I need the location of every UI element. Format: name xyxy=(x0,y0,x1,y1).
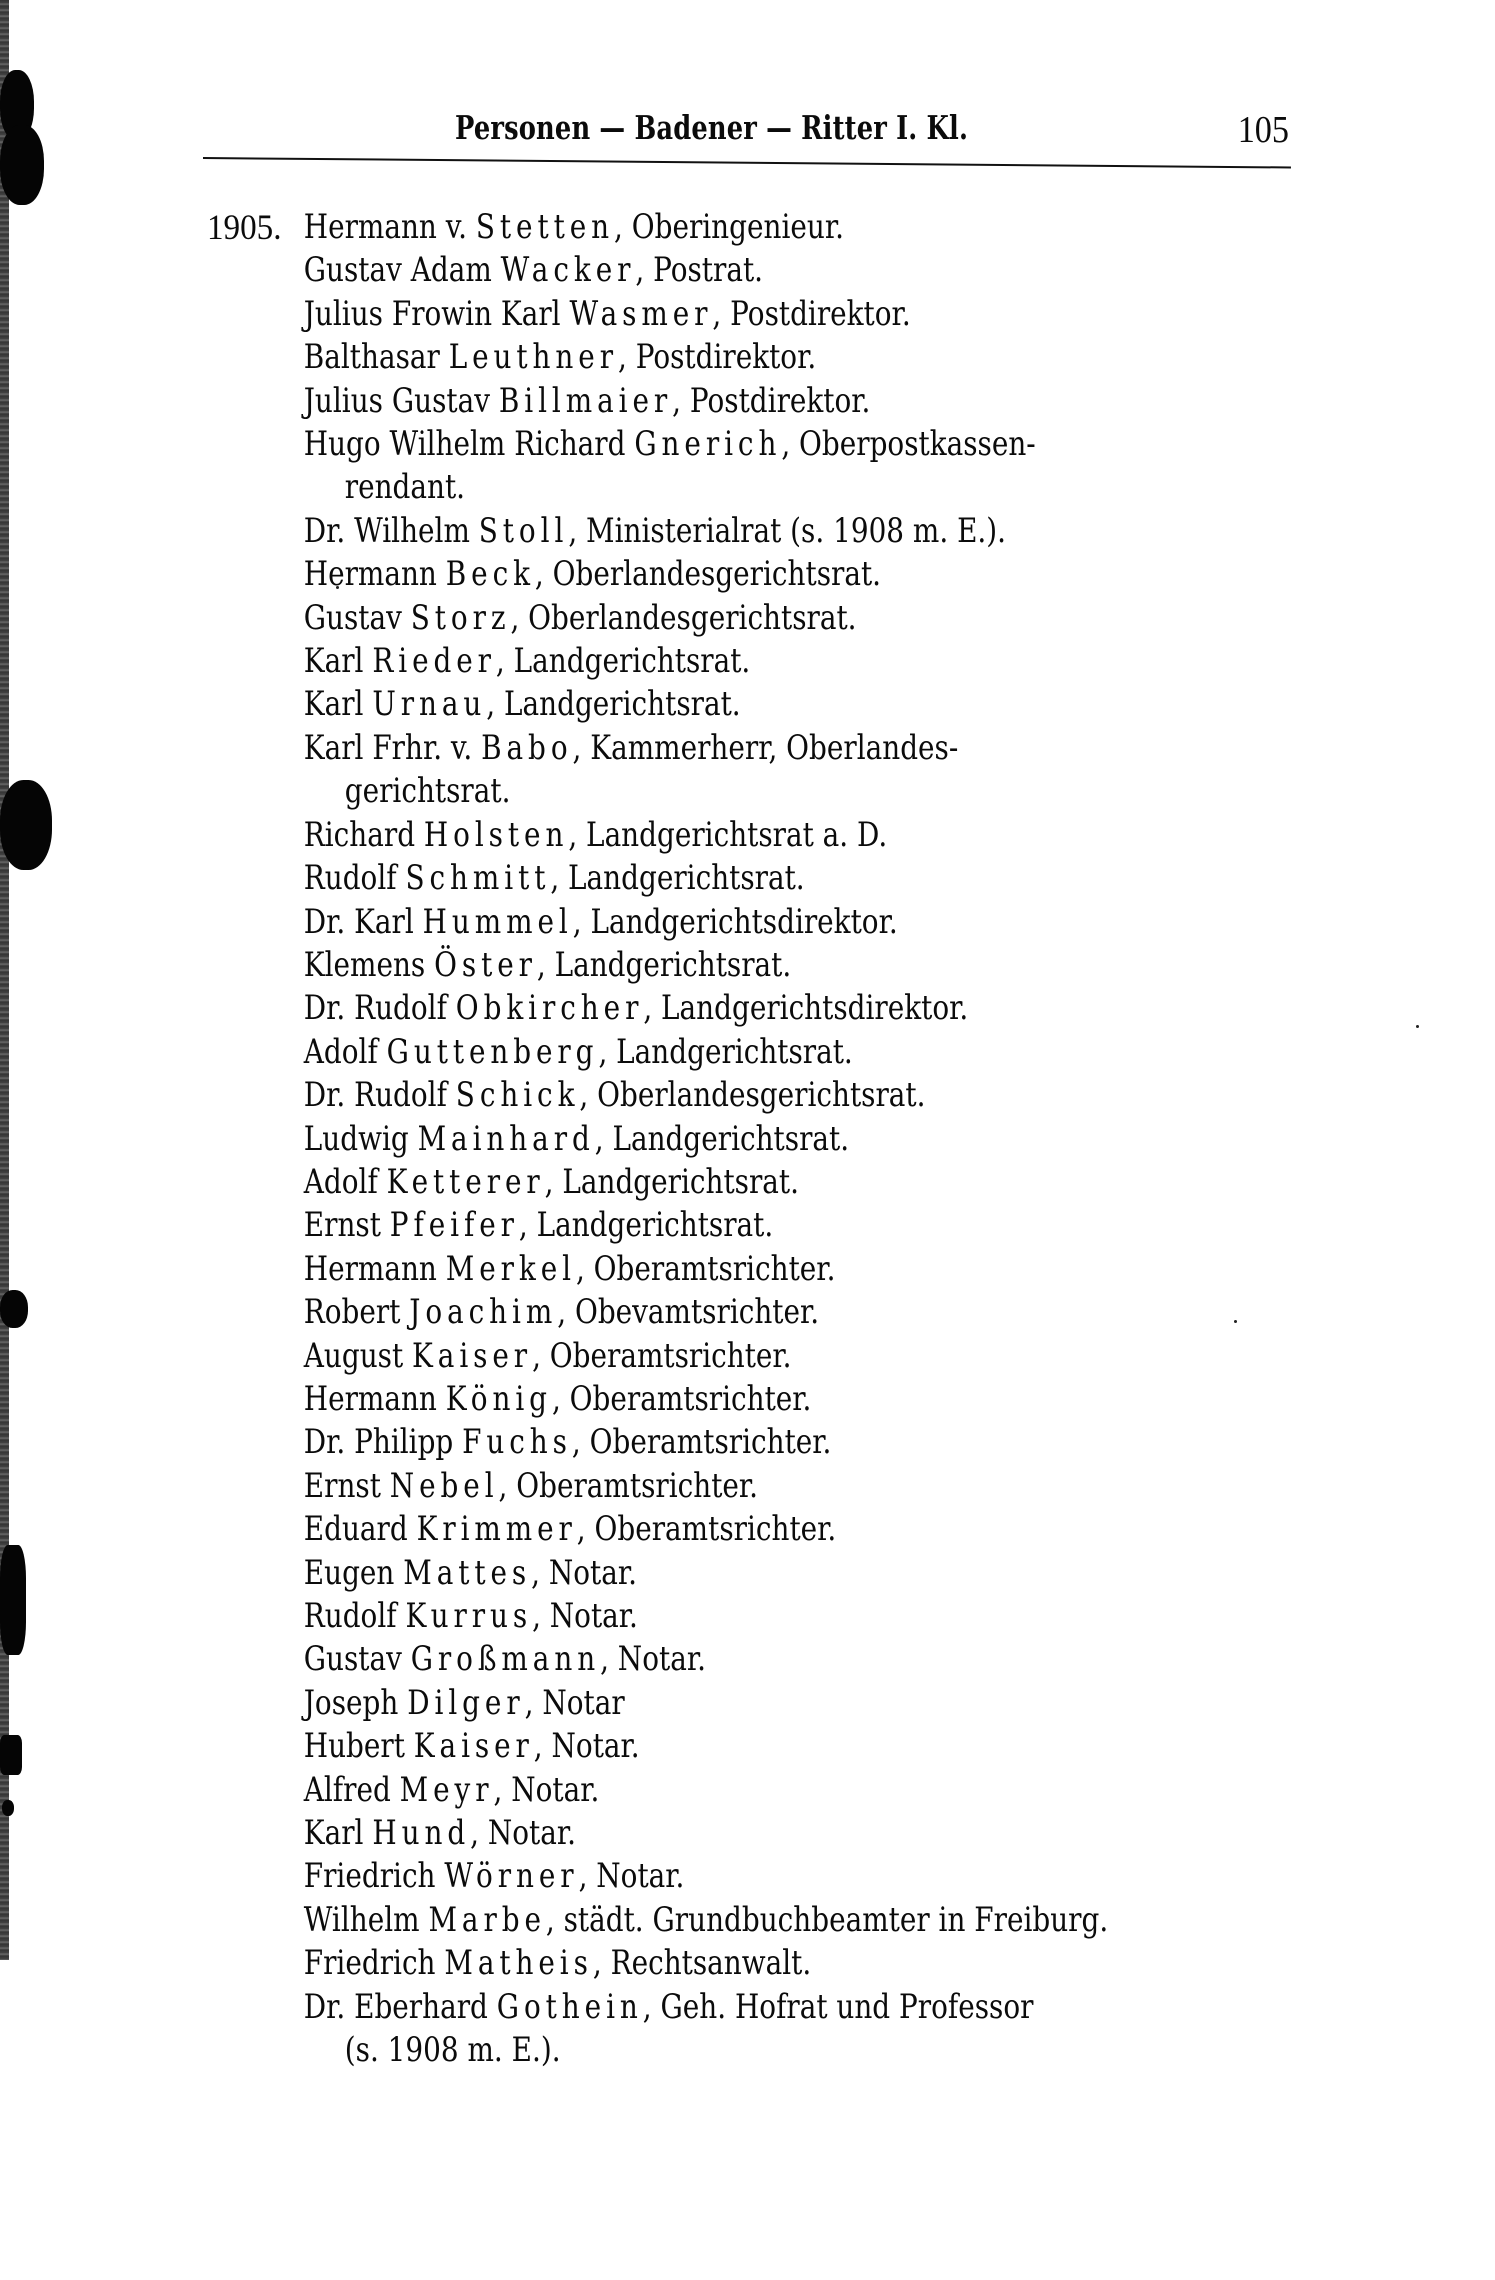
title-description: , Landgerichtsrat a. D. xyxy=(568,814,888,855)
surname: Kaiser xyxy=(412,1335,533,1376)
speck-artifact xyxy=(1416,1025,1419,1028)
list-item xyxy=(207,293,1297,336)
surname: Schmitt xyxy=(405,858,551,899)
list-item xyxy=(207,1942,1297,1985)
given-name: Adolf xyxy=(303,1031,378,1072)
surname: Mainhard xyxy=(417,1118,595,1159)
entry-line xyxy=(207,1595,1101,1638)
title-description: , Landgerichtsdirektor. xyxy=(643,988,969,1029)
surname: Merkel xyxy=(445,1248,576,1289)
title-description: , Landgerichtsrat. xyxy=(550,858,805,899)
surname: Billmaier xyxy=(498,380,673,421)
given-name: Rudolf xyxy=(303,1596,397,1636)
title-description: , Oberamtsrichter. xyxy=(532,1335,792,1376)
entry-line xyxy=(207,1638,1101,1681)
given-name: Wilhelm xyxy=(303,1899,420,1940)
given-name: Dr. Wilhelm xyxy=(303,510,470,551)
entry-line xyxy=(207,1508,1101,1551)
surname: Joachim xyxy=(409,1292,558,1333)
title-description: , Landgerichtsrat. xyxy=(518,1205,774,1246)
entry-line xyxy=(207,1378,1101,1421)
list-item xyxy=(207,1682,1297,1725)
surname: Wörner xyxy=(444,1856,579,1897)
list-item xyxy=(207,1855,1297,1898)
list-item xyxy=(207,249,1297,292)
list-item xyxy=(207,1204,1297,1247)
list-item xyxy=(207,727,1297,814)
page-number: 105 xyxy=(1237,109,1289,151)
entry-line xyxy=(207,1682,1101,1725)
given-name: Gustav xyxy=(303,597,402,638)
list-item xyxy=(207,380,1297,423)
given-name: Julius Frowin Karl xyxy=(303,293,561,334)
list-item xyxy=(207,1725,1297,1768)
surname: Gothein xyxy=(496,1986,643,2027)
ink-blot-artifact xyxy=(2,1800,14,1816)
entry-line xyxy=(207,1725,1101,1768)
entry-continuation: (s. 1908 m. E.). xyxy=(344,2030,561,2071)
title-description: , Oberlandesgerichtsrat. xyxy=(510,597,857,638)
list-item xyxy=(207,1421,1297,1464)
list-item xyxy=(207,510,1297,553)
given-name: Karl xyxy=(303,1813,364,1854)
given-name: Karl xyxy=(303,641,364,682)
surname: Beck xyxy=(445,554,535,595)
entry-line xyxy=(207,1161,1101,1204)
surname: Pfeifer xyxy=(389,1205,519,1246)
given-name: Alfred xyxy=(303,1769,391,1810)
title-description: , Oberamtsrichter. xyxy=(551,1378,812,1419)
list-item xyxy=(207,640,1297,683)
given-name: Hermann xyxy=(303,554,437,595)
title-description: , städt. Grundbuchbeamter in Freiburg. xyxy=(545,1899,1109,1940)
entry-line xyxy=(207,1118,1101,1161)
given-name: Karl xyxy=(303,684,364,725)
title-description: , Notar. xyxy=(533,1726,640,1767)
given-name: Julius Gustav xyxy=(303,380,490,421)
list-item xyxy=(207,1508,1297,1551)
entry-line xyxy=(207,1769,1101,1812)
list-item xyxy=(207,1248,1297,1291)
list-item xyxy=(207,1291,1297,1334)
entry-line xyxy=(207,857,1101,900)
entry-line xyxy=(207,987,1101,1030)
entry-line xyxy=(207,944,1101,987)
honoree-list xyxy=(207,206,1297,2072)
given-name: Dr. Karl xyxy=(303,901,414,942)
year-label: 1905. xyxy=(207,207,282,247)
running-head xyxy=(203,104,1291,154)
binding-edge-artifact xyxy=(0,0,9,1960)
entry-line xyxy=(207,206,1101,249)
entry-line xyxy=(207,901,1101,944)
entry-line xyxy=(207,597,1101,640)
entry-line xyxy=(207,1074,1101,1117)
entry-line xyxy=(207,553,1101,596)
list-item xyxy=(207,1118,1297,1161)
list-item xyxy=(207,1812,1297,1855)
surname: Kurrus xyxy=(405,1596,533,1636)
surname: Guttenberg xyxy=(386,1031,599,1072)
entry-line xyxy=(207,683,1101,726)
surname: Mattes xyxy=(403,1552,532,1593)
list-item xyxy=(207,1899,1297,1942)
title-description: , Notar. xyxy=(470,1813,576,1854)
title-description: , Notar xyxy=(524,1682,625,1723)
list-item xyxy=(207,944,1297,987)
given-name: Klemens xyxy=(303,944,426,985)
surname: Krimmer xyxy=(416,1509,577,1550)
entry-line xyxy=(207,1986,1101,2029)
given-name: Ludwig xyxy=(303,1118,409,1159)
title-description: , Landgerichtsrat. xyxy=(536,944,792,985)
list-item xyxy=(207,987,1297,1030)
surname: Dilger xyxy=(407,1682,525,1723)
title-description: , Notar. xyxy=(578,1856,685,1897)
list-item xyxy=(207,901,1297,944)
entry-line xyxy=(207,1855,1101,1898)
list-item xyxy=(207,1552,1297,1595)
entry-line xyxy=(207,1812,1101,1855)
surname: Obkircher xyxy=(455,988,644,1029)
surname: Rieder xyxy=(372,641,496,682)
surname: Hummel xyxy=(422,901,573,942)
ink-blot-artifact xyxy=(0,1290,28,1328)
running-title: Personen — Badener — Ritter I. Kl. xyxy=(455,108,969,147)
entry-line xyxy=(207,814,1101,857)
ink-blot-artifact xyxy=(0,780,52,870)
surname: Ketterer xyxy=(386,1161,545,1202)
entry-line xyxy=(207,1899,1109,1942)
list-item xyxy=(207,1465,1297,1508)
entry-continuation: rendant. xyxy=(344,467,466,508)
entry-continuation: gerichtsrat. xyxy=(344,771,511,812)
entry-line xyxy=(207,1465,1101,1508)
surname: Wacker xyxy=(500,250,636,291)
list-item xyxy=(207,683,1297,726)
surname: Wasmer xyxy=(569,293,713,334)
title-description: , Oberlandesgerichtsrat. xyxy=(579,1075,926,1116)
surname: Fuchs xyxy=(462,1422,572,1463)
title-description: , Postrat. xyxy=(635,250,764,291)
surname: Schick xyxy=(455,1075,580,1116)
list-item xyxy=(207,814,1297,857)
entry-line xyxy=(207,380,1101,423)
given-name: Hermann xyxy=(303,1378,437,1419)
title-description: , Postdirektor. xyxy=(617,337,817,378)
given-name: Richard xyxy=(303,814,416,855)
surname: Holsten xyxy=(423,814,569,855)
entry-line xyxy=(207,1031,1101,1074)
title-description: , Oberamtsrichter. xyxy=(576,1509,837,1550)
surname: Matheis xyxy=(444,1943,593,1984)
given-name: Rudolf xyxy=(303,858,397,899)
list-item xyxy=(207,336,1297,379)
list-item xyxy=(207,857,1297,900)
given-name: August xyxy=(303,1335,404,1376)
title-description: , Oberingenieur. xyxy=(614,207,844,247)
given-name: Adolf xyxy=(303,1161,378,1202)
title-description: , Postdirektor. xyxy=(672,380,871,421)
list-item xyxy=(207,423,1297,510)
list-item xyxy=(207,1638,1297,1681)
entry-line xyxy=(207,423,1101,466)
given-name: Dr. Rudolf xyxy=(303,988,447,1029)
entry-line xyxy=(207,640,1101,683)
title-description: , Geh. Hofrat und Professor xyxy=(642,1986,1034,2027)
list-item xyxy=(207,1074,1297,1117)
title-description: , Landgerichtsrat. xyxy=(486,684,741,725)
title-description: , Ministerialrat (s. 1908 m. E.). xyxy=(568,510,1007,551)
surname: Urnau xyxy=(372,684,487,725)
given-name: Gustav xyxy=(303,1639,402,1680)
entry-line xyxy=(207,1204,1101,1247)
title-description: , Oberamtsrichter. xyxy=(498,1465,759,1506)
list-item xyxy=(207,1769,1297,1812)
list-item xyxy=(207,553,1297,596)
title-description: , Notar. xyxy=(600,1639,706,1680)
entry-line xyxy=(207,727,1101,770)
entry-line xyxy=(207,336,1101,379)
surname: Babo xyxy=(481,727,573,768)
surname: Meyr xyxy=(399,1769,494,1810)
title-description: , Notar. xyxy=(532,1596,638,1636)
given-name: Hugo Wilhelm Richard xyxy=(303,424,626,465)
list-item xyxy=(207,1595,1297,1638)
surname: Großmann xyxy=(410,1639,601,1680)
surname: Marbe xyxy=(428,1899,546,1940)
surname: Hund xyxy=(372,1813,471,1854)
surname: Gnerich xyxy=(634,424,782,465)
given-name: Karl Frhr. v. xyxy=(303,727,473,768)
title-description: , Rechtsanwalt. xyxy=(592,1943,812,1984)
ink-blot-artifact xyxy=(0,1545,26,1655)
title-description: , Landgerichtsrat. xyxy=(544,1161,799,1202)
title-description: , Postdirektor. xyxy=(712,293,911,334)
title-description: , Landgerichtsrat. xyxy=(594,1118,850,1159)
given-name: Joseph xyxy=(303,1682,399,1723)
entry-line xyxy=(207,293,1101,336)
title-description: , Notar. xyxy=(531,1552,638,1593)
entry-line xyxy=(207,1248,1101,1291)
title-description: , Landgerichtsrat. xyxy=(495,641,751,682)
entry-line xyxy=(207,1421,1101,1464)
list-item xyxy=(207,1986,1297,2073)
title-description: , Oberlandesgerichtsrat. xyxy=(534,554,882,595)
title-description: , Kammerherr, Oberlandes- xyxy=(572,727,959,768)
given-name: Gustav Adam xyxy=(303,250,492,291)
surname: Storz xyxy=(410,597,511,638)
surname: Öster xyxy=(434,944,537,985)
list-item xyxy=(207,1161,1297,1204)
title-description: , Oberamtsrichter. xyxy=(571,1422,832,1463)
given-name: Eugen xyxy=(303,1552,395,1593)
given-name: Ernst xyxy=(303,1465,381,1506)
entry-line xyxy=(207,1552,1101,1595)
given-name: Hermann xyxy=(303,1248,437,1289)
given-name: Friedrich xyxy=(303,1856,436,1897)
given-name: Eduard xyxy=(303,1509,408,1550)
entry-line xyxy=(207,1335,1101,1378)
title-description: , Landgerichtsrat. xyxy=(598,1031,853,1072)
ink-blot-artifact xyxy=(0,125,44,205)
given-name: Ernst xyxy=(303,1205,381,1246)
given-name: Balthasar xyxy=(303,337,440,378)
given-name: Robert xyxy=(303,1292,401,1333)
ink-blot-artifact xyxy=(0,1735,22,1775)
surname: Stoll xyxy=(478,510,569,551)
given-name: Friedrich xyxy=(303,1943,436,1984)
list-item xyxy=(207,1378,1297,1421)
entry-line xyxy=(207,1291,1101,1334)
list-item xyxy=(207,1335,1297,1378)
surname: Stetten xyxy=(475,207,615,247)
given-name: Hermann v. xyxy=(303,207,468,247)
title-description: , Oberpostkassen- xyxy=(781,424,1036,465)
title-description: , Oberamtsrichter. xyxy=(575,1248,836,1289)
header-rule xyxy=(203,157,1291,168)
surname: Leuthner xyxy=(448,337,618,378)
surname: Nebel xyxy=(389,1465,499,1506)
entry-line xyxy=(207,510,1101,553)
entry-line xyxy=(207,1942,1101,1985)
title-description: , Landgerichtsdirektor. xyxy=(572,901,898,942)
given-name: Dr. Eberhard xyxy=(303,1986,488,2027)
given-name: Dr. Rudolf xyxy=(303,1075,447,1116)
list-item xyxy=(207,1031,1297,1074)
given-name: Dr. Philipp xyxy=(303,1422,454,1463)
surname: König xyxy=(445,1378,552,1419)
given-name: Hubert xyxy=(303,1726,405,1767)
list-item xyxy=(207,206,1297,249)
surname: Kaiser xyxy=(413,1726,534,1767)
entry-line xyxy=(207,249,1101,292)
title-description: , Obevamtsrichter. xyxy=(557,1292,820,1333)
title-description: , Notar. xyxy=(493,1769,600,1810)
list-item xyxy=(207,597,1297,640)
